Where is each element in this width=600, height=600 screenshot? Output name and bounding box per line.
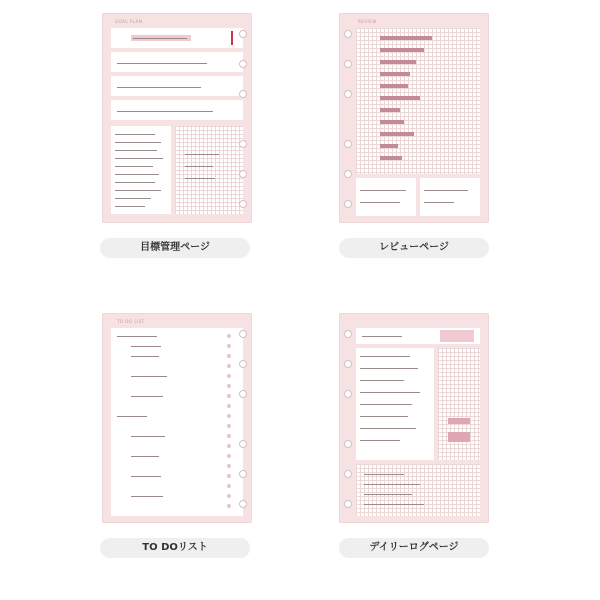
review-note-left [356,178,416,216]
goal-plan-sheet [103,14,251,222]
panel-label: レビューページ [339,238,489,258]
memo-grid [175,126,243,214]
panel-label: デイリーログページ [339,538,489,558]
panel-label: TO DOリスト [100,538,250,558]
step-field-1 [111,52,243,72]
step-field-3 [111,100,243,120]
daily-log-panel [300,300,600,600]
review-note-right [420,178,480,216]
binder-rings [344,20,352,216]
todo-list [111,328,243,516]
review-panel [300,0,600,300]
memo-grid [356,464,480,516]
panel-label: 目標管理ページ [100,238,250,258]
goal-field [111,28,243,48]
daily-log-sheet [340,314,488,522]
review-sheet [340,14,488,222]
binder-rings [239,320,247,516]
sheet-title: GOAL PLAN [115,19,143,24]
step-field-2 [111,76,243,96]
todo-panel [0,300,300,600]
study-log [356,348,434,460]
sheet-title: REVIEW [358,19,377,24]
daily-header [356,328,480,344]
binder-rings [239,20,247,216]
timeline-grid [438,348,480,460]
binder-rings [344,320,352,516]
review-grid [356,28,480,174]
todo-list-area [111,126,171,214]
todo-sheet [103,314,251,522]
goal-plan-panel [0,0,300,300]
sheet-title: TO DO LIST [117,319,145,324]
